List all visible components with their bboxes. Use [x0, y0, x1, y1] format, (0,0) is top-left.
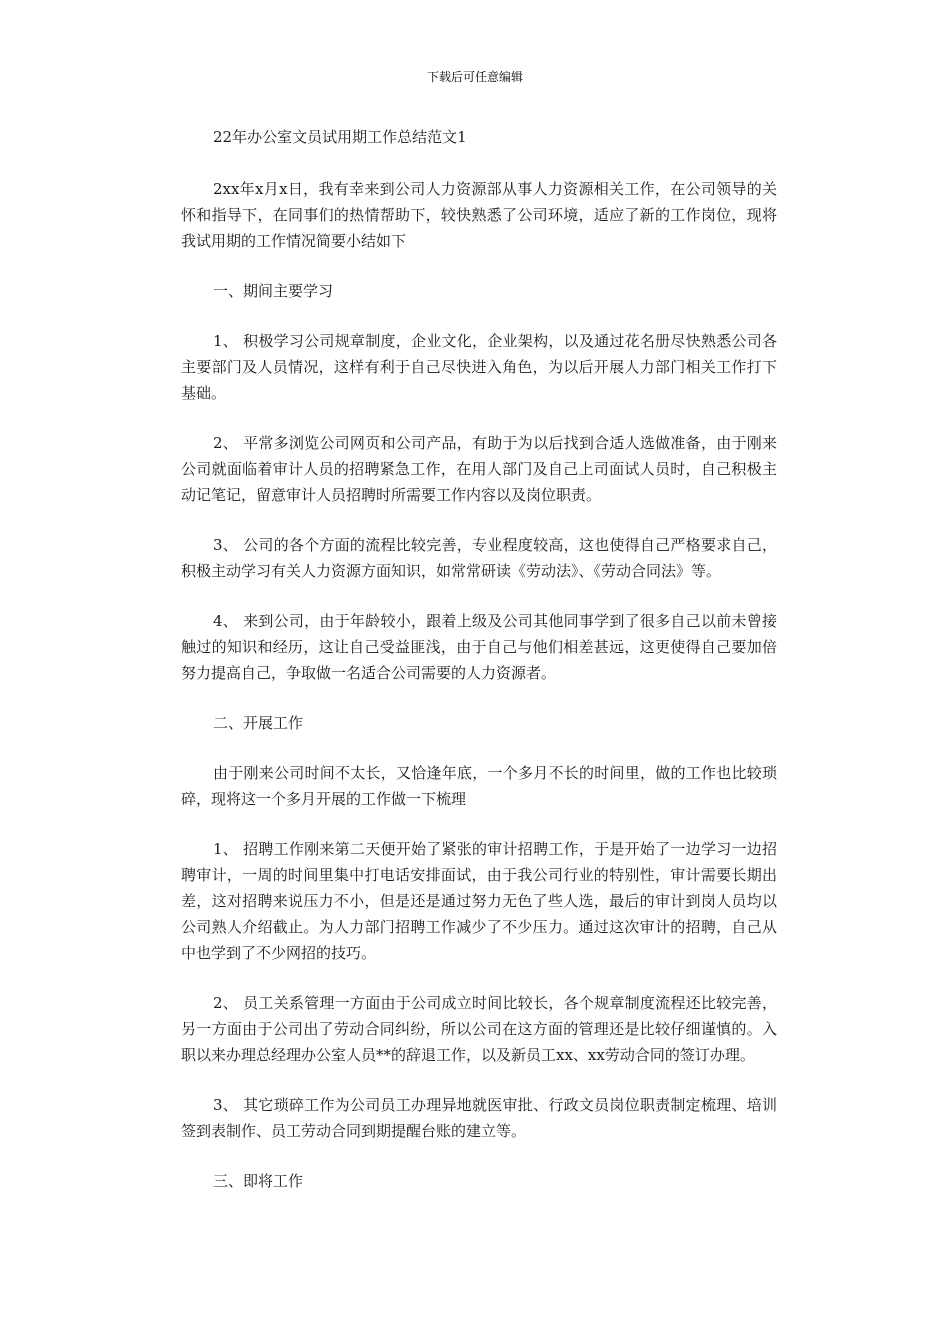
- paragraph-2-2: 2、 员工关系管理一方面由于公司成立时间比较长，各个规章制度流程还比较完善，另一方面由于公司出了劳动合同纠纷，所以公司在这方面的管理还是比较仔细谨慎的。入职以来办理总经理办公室人员**的辞退工作，以及新员工xx、xx劳动合同的签订办理。: [181, 994, 777, 1064]
- document-body: [181, 124, 777, 1194]
- section-heading-2: 二、开展工作: [213, 714, 304, 732]
- paragraph-2-intro: 由于刚来公司时间不太长，又恰逢年底，一个多月不长的时间里，做的工作也比较琐碎，现将这一个多月开展的工作做一下梳理: [181, 764, 777, 808]
- paragraph-1-2: 2、 平常多浏览公司网页和公司产品，有助于为以后找到合适人选做准备，由于刚来公司就面临着审计人员的招聘紧急工作，在用人部门及自己上司面试人员时，自己积极主动记笔记，留意审计人员招聘时所需要工作内容以及岗位职责。: [181, 434, 777, 504]
- section-heading-3: 三、即将工作: [213, 1172, 304, 1190]
- paragraph-2-1: 1、 招聘工作刚来第二天便开始了紧张的审计招聘工作，于是开始了一边学习一边招聘审计，一周的时间里集中打电话安排面试，由于我公司行业的特别性，审计需要长期出差，这对招聘来说压力不小，但是还是通过努力无色了些人选，最后的审计到岗人员均以公司熟人介绍截止。为人力部门招聘工作减少了不少压力。通过这次审计的招聘，自己从中也学到了不少网招的技巧。: [181, 840, 777, 962]
- paragraph-1-4: 4、 来到公司，由于年龄较小，跟着上级及公司其他同事学到了很多自己以前未曾接触过的知识和经历，这让自己受益匪浅，由于自己与他们相差甚远，这更使得自己要加倍努力提高自己，争取做一名适合公司需要的人力资源者。: [181, 612, 777, 682]
- header-note: 下载后可任意编辑: [426, 70, 523, 84]
- paragraph-1-3: 3、 公司的各个方面的流程比较完善，专业程度较高，这也使得自己严格要求自己，积极主动学习有关人力资源方面知识，如常常研读《劳动法》、《劳动合同法》等。: [181, 536, 777, 580]
- paragraph-intro: 2xx年x月x日，我有幸来到公司人力资源部从事人力资源相关工作，在公司领导的关怀和指导下，在同事们的热情帮助下，较快熟悉了公司环境，适应了新的工作岗位，现将我试用期的工作情况简要小结如下: [181, 180, 777, 250]
- paragraph-1-1: 1、 积极学习公司规章制度，企业文化，企业架构，以及通过花名册尽快熟悉公司各主要部门及人员情况，这样有利于自己尽快进入角色，为以后开展人力部门相关工作打下基础。: [181, 332, 777, 402]
- document-title: 22年办公室文员试用期工作总结范文1: [213, 128, 467, 146]
- section-heading-1: 一、期间主要学习: [213, 282, 334, 300]
- paragraph-2-3: 3、 其它琐碎工作为公司员工办理异地就医审批、行政文员岗位职责制定梳理、培训签到表制作、员工劳动合同到期提醒台账的建立等。: [181, 1096, 777, 1140]
